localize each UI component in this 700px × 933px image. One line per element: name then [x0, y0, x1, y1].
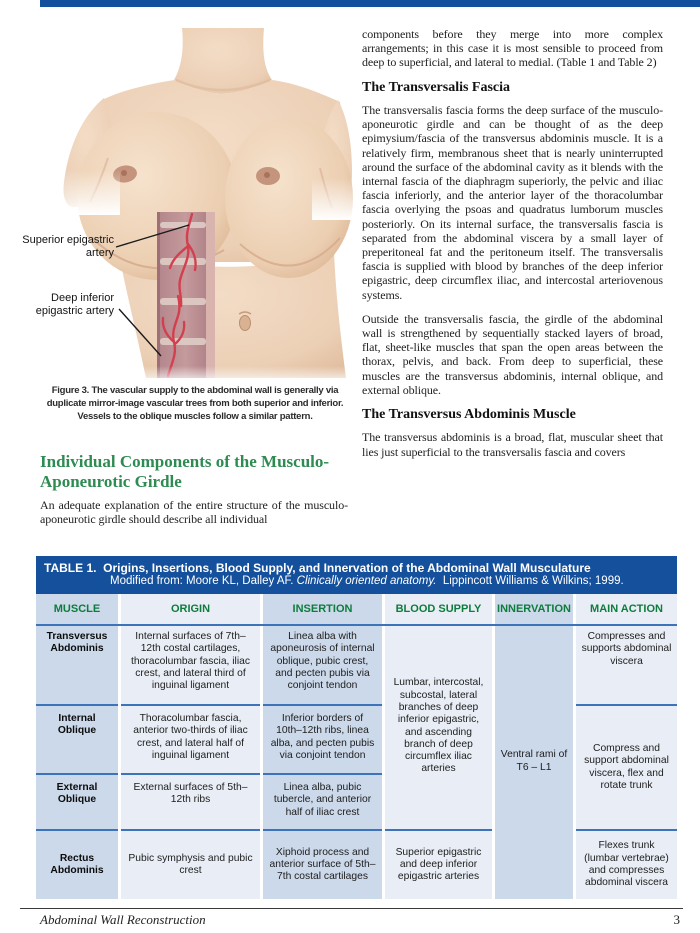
muscle-internal-oblique: Internal Oblique [36, 704, 118, 773]
column-header-blood-supply: BLOOD SUPPLY [385, 594, 492, 624]
footer-page-number: 3 [673, 912, 680, 927]
figure-caption-text: The vascular supply to the abdominal wall is generally via duplicate mirror-image vascular trees from both superior and inferior. Vessels to the oblique muscles follow a similar pattern. [46, 385, 344, 422]
right-column [362, 27, 663, 469]
origin-rectus: Pubic symphysis and pubic crest [121, 829, 260, 899]
table-title-text: Origins, Insertions, Blood Supply, and Innervation of the Abdominal Wall Musculature [103, 561, 591, 575]
footer-rule [20, 908, 683, 909]
figure-label-deep-inferior-epigastric-artery: Deep inferior epigastric artery [35, 292, 114, 317]
main-action-obliques: Compress and support abdominal viscera, flex and rotate trunk [576, 704, 677, 829]
insertion-transversus: Linea alba with aponeurosis of internal oblique, pubic crest, and pecten pubis via conjoint tendon [263, 624, 382, 704]
muscle-external-oblique: External Oblique [36, 773, 118, 829]
left-column-paragraph: An adequate explanation of the entire structure of the musculo-aponeurotic girdle should describe all individual [40, 498, 348, 527]
origin-transversus: Internal surfaces of 7th–12th costal cartilages, thoracolumbar fascia, iliac crest, and lateral third of inguinal ligament [121, 624, 260, 704]
column-header-origin: ORIGIN [121, 594, 260, 624]
muscle-transversus-abdominis: Transversus Abdominis [36, 624, 118, 704]
paragraph-outside-fascia: Outside the transversalis fascia, the girdle of the abdominal wall is strengthened by sequentially stacked layers of broad, flat, sheet-like muscles that span the open areas between the thorax, pelvis, and back. From deep to superficial, these muscles are the transversus abdominis, internal oblique, and external oblique. [362, 311, 663, 397]
section-heading-individual-components: Individual Components of the Musculo-Aponeurotic Girdle [40, 452, 330, 491]
paragraph-transversus-abdominis: The transversus abdominis is a broad, flat, muscular sheet that lies just superficial to the transversalis fascia and covers [362, 430, 663, 459]
main-action-transversus: Compresses and supports abdominal viscera [576, 624, 677, 704]
innervation-all-rows: Ventral rami of T6 – L1 [495, 624, 573, 899]
table-source-line [110, 575, 669, 588]
figure-caption-label: Figure 3. [51, 385, 90, 396]
paragraph-transversalis-fascia: The transversalis fascia forms the deep surface of the musculo-aponeurotic girdle and can be thought of as the deep epimysium/fascia of the transversus abdominis muscle. It is a relatively firm, membranous sheet that is nearly uninterrupted around the surface of the abdominal cavity as it blends with the internal fascia of the diaphragm superiorly, the pelvic and iliac fascia inferiorly, and the anterior layer of the thoracolumbar fascia overlying the psoas and quadratus lumborum muscles posteriorly. On its internal surface, the transversalis fascia is separated from the abdominal viscera by a small layer of preperitoneal fat and the peritoneum itself. The transversalis fascia is supplied with blood by branches of the deep inferior epigastric, deep circumflex iliac, and intercostal arteriovenous systems. [362, 103, 663, 302]
table-number-label: TABLE 1. [44, 561, 97, 575]
muscle-rectus-abdominis: Rectus Abdominis [36, 829, 118, 899]
table-1 [36, 556, 677, 899]
table-title-bar [36, 556, 677, 594]
origin-internal-oblique: Thoracolumbar fascia, anterior two-thirds of iliac crest, and lateral half of inguinal ligament [121, 704, 260, 773]
insertion-rectus: Xiphoid process and anterior surface of 5th–7th costal cartilages [263, 829, 382, 899]
table-source-publisher: Lippincott Williams & Wilkins; 1999. [442, 575, 624, 587]
footer-running-title: Abdominal Wall Reconstruction [40, 912, 206, 927]
insertion-internal-oblique: Inferior borders of 10th–12th ribs, linea alba, and pecten pubis via conjoint tendon [263, 704, 382, 773]
figure-label-superior-epigastric-artery: Superior epigastric artery [22, 234, 114, 259]
origin-external-oblique: External surfaces of 5th–12th ribs [121, 773, 260, 829]
column-header-main-action: MAIN ACTION [576, 594, 677, 624]
paragraph-continuation: components before they merge into more complex arrangements; in this case it is most sensible to proceed from deep to superficial, and lateral to medial. (Table 1 and Table 2) [362, 27, 663, 70]
torso-illustration [0, 0, 360, 385]
column-header-muscle: MUSCLE [36, 594, 118, 624]
table-grid [36, 594, 677, 899]
column-header-innervation: INNERVATION [495, 594, 573, 624]
heading-transversus-abdominis: The Transversus Abdominis Muscle [362, 407, 576, 423]
table-source-prefix: Modified from: Moore KL, Dalley AF. [110, 575, 294, 587]
blood-supply-rows-1-3: Lumbar, intercostal, subcostal, lateral branches of deep inferior epigastric, and ascending branch of deep circumflex iliac arteries [385, 624, 492, 829]
main-action-rectus: Flexes trunk (lumbar vertebrae) and compresses abdominal viscera [576, 829, 677, 899]
blood-supply-rectus: Superior epigastric and deep inferior epigastric arteries [385, 829, 492, 899]
insertion-external-oblique: Linea alba, pubic tubercle, and anterior half of iliac crest [263, 773, 382, 829]
column-header-insertion: INSERTION [263, 594, 382, 624]
table-source-book-title: Clinically oriented anatomy. [296, 575, 437, 587]
table-title [44, 561, 669, 575]
table-header-rule [36, 624, 677, 626]
heading-transversalis-fascia: The Transversalis Fascia [362, 79, 511, 95]
figure-caption [36, 384, 354, 423]
